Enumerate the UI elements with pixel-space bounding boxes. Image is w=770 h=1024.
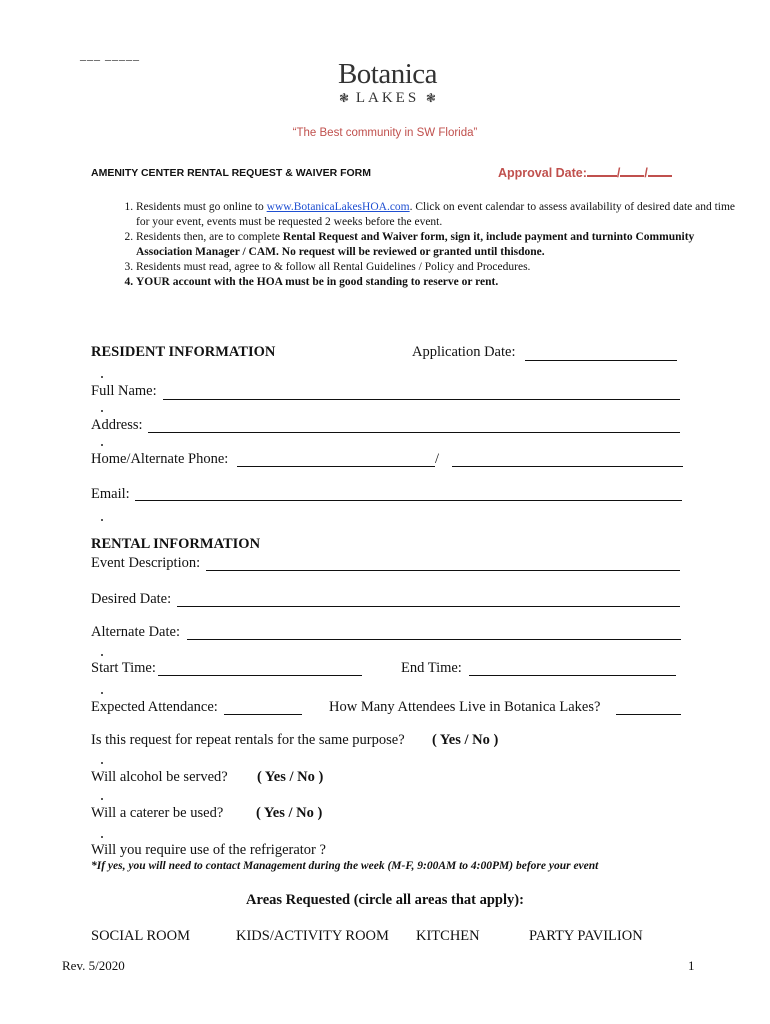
- bullet-dot: [101, 410, 103, 412]
- start-time-field[interactable]: [158, 675, 362, 676]
- email-label: Email:: [91, 486, 130, 502]
- address-label: Address:: [91, 417, 143, 433]
- logo-sub-text: LAKES: [355, 90, 420, 106]
- caterer-question: Will a caterer be used?: [91, 805, 224, 821]
- rule-1-text: Residents must go online to: [136, 201, 267, 213]
- approval-day-field[interactable]: [620, 164, 644, 177]
- flourish-icon: ❃: [339, 91, 350, 105]
- address-field[interactable]: [148, 432, 680, 433]
- application-date-field[interactable]: [525, 360, 677, 361]
- home-phone-field[interactable]: [237, 466, 435, 467]
- rules-list: [96, 200, 736, 290]
- start-time-label: Start Time:: [91, 660, 156, 676]
- end-time-field[interactable]: [469, 675, 676, 676]
- alternate-phone-field[interactable]: [452, 466, 683, 467]
- bullet-dot: [101, 798, 103, 800]
- phone-label: Home/Alternate Phone:: [91, 451, 229, 467]
- full-name-field[interactable]: [163, 399, 680, 400]
- flourish-icon: ❃: [425, 91, 436, 105]
- bullet-dot: [101, 654, 103, 656]
- bullet-dot: [101, 444, 103, 446]
- rule-2-bold: Rental Request and Waiver form, sign it, include payment and turninto Community Association Manager / CAM. No request will be reviewed or granted until thisdone.: [136, 231, 695, 258]
- event-description-label: Event Description:: [91, 555, 201, 571]
- bullet-dot: [101, 836, 103, 838]
- botanica-lakes-logo: [330, 58, 445, 116]
- approval-year-field[interactable]: [648, 164, 672, 177]
- alcohol-question: Will alcohol be served?: [91, 769, 228, 785]
- refrigerator-question: Will you require use of the refrigerator ?: [91, 842, 326, 858]
- tagline: “The Best community in SW Florida”: [292, 127, 478, 139]
- application-date-label: Application Date:: [412, 344, 516, 360]
- approval-date-label: Approval Date:: [498, 166, 587, 180]
- bullet-dot: [101, 376, 103, 378]
- area-social-room[interactable]: SOCIAL ROOM: [91, 928, 190, 944]
- approval-sep-1: /: [616, 166, 621, 180]
- resident-heading: RESIDENT INFORMATION: [91, 344, 276, 360]
- rule-3: 3. Residents must read, agree to & follow all Rental Guidelines / Policy and Procedures.: [136, 260, 736, 275]
- areas-title: Areas Requested (circle all areas that apply):: [246, 892, 524, 908]
- expected-attendance-field[interactable]: [224, 714, 302, 715]
- rule-2-text: Residents then, are to complete: [136, 231, 283, 243]
- page-number: 1: [688, 958, 695, 973]
- email-field[interactable]: [135, 500, 682, 501]
- rule-4: 4. YOUR account with the HOA must be in good standing to reserve or rent.: [136, 275, 736, 290]
- form-title: AMENITY CENTER RENTAL REQUEST & WAIVER FORM: [91, 167, 372, 179]
- approval-date: [498, 164, 672, 180]
- approval-sep-2: /: [644, 166, 648, 180]
- expected-attendance-label: Expected Attendance:: [91, 699, 218, 715]
- revision-note: Rev. 5/2020: [62, 958, 125, 973]
- alternate-date-field[interactable]: [187, 639, 681, 640]
- desired-date-field[interactable]: [177, 606, 680, 607]
- refrigerator-note: *If yes, you will need to contact Management during the week (M-F, 9:00AM to 4:00PM) before your event: [91, 860, 599, 872]
- bullet-dot: [101, 762, 103, 764]
- caterer-yes-no[interactable]: ( Yes / No ): [256, 805, 323, 821]
- rule-2: [136, 230, 736, 260]
- website-link[interactable]: www.BotanicaLakesHOA.com: [266, 201, 410, 213]
- rule-1: [136, 200, 736, 230]
- attendees-live-field[interactable]: [616, 714, 681, 715]
- logo-sub: [330, 90, 445, 106]
- alcohol-yes-no[interactable]: ( Yes / No ): [257, 769, 324, 785]
- bullet-dot: [101, 692, 103, 694]
- logo-brand: Botanica: [337, 58, 438, 90]
- event-description-field[interactable]: [206, 570, 680, 571]
- desired-date-label: Desired Date:: [91, 591, 172, 607]
- rental-heading: RENTAL INFORMATION: [91, 536, 261, 552]
- end-time-label: End Time:: [401, 660, 462, 676]
- area-kitchen[interactable]: KITCHEN: [416, 928, 480, 944]
- repeat-question: Is this request for repeat rentals for the same purpose?: [91, 732, 405, 748]
- area-kids-activity-room[interactable]: KIDS/ACTIVITY ROOM: [236, 928, 389, 944]
- approval-month-field[interactable]: [587, 164, 617, 177]
- rule-1-rest: . Click on event calendar to assess availability of desired date and time for your event, events must be requested 2 weeks before the event.: [136, 201, 736, 228]
- top-mark: ___ _____: [80, 48, 140, 62]
- full-name-label: Full Name:: [91, 383, 157, 399]
- attendees-live-label: How Many Attendees Live in Botanica Lakes?: [329, 699, 601, 715]
- alternate-date-label: Alternate Date:: [91, 624, 180, 640]
- repeat-yes-no[interactable]: ( Yes / No ): [432, 732, 499, 748]
- bullet-dot: [101, 519, 103, 521]
- phone-sep: /: [435, 451, 440, 467]
- area-party-pavilion[interactable]: PARTY PAVILION: [529, 928, 643, 944]
